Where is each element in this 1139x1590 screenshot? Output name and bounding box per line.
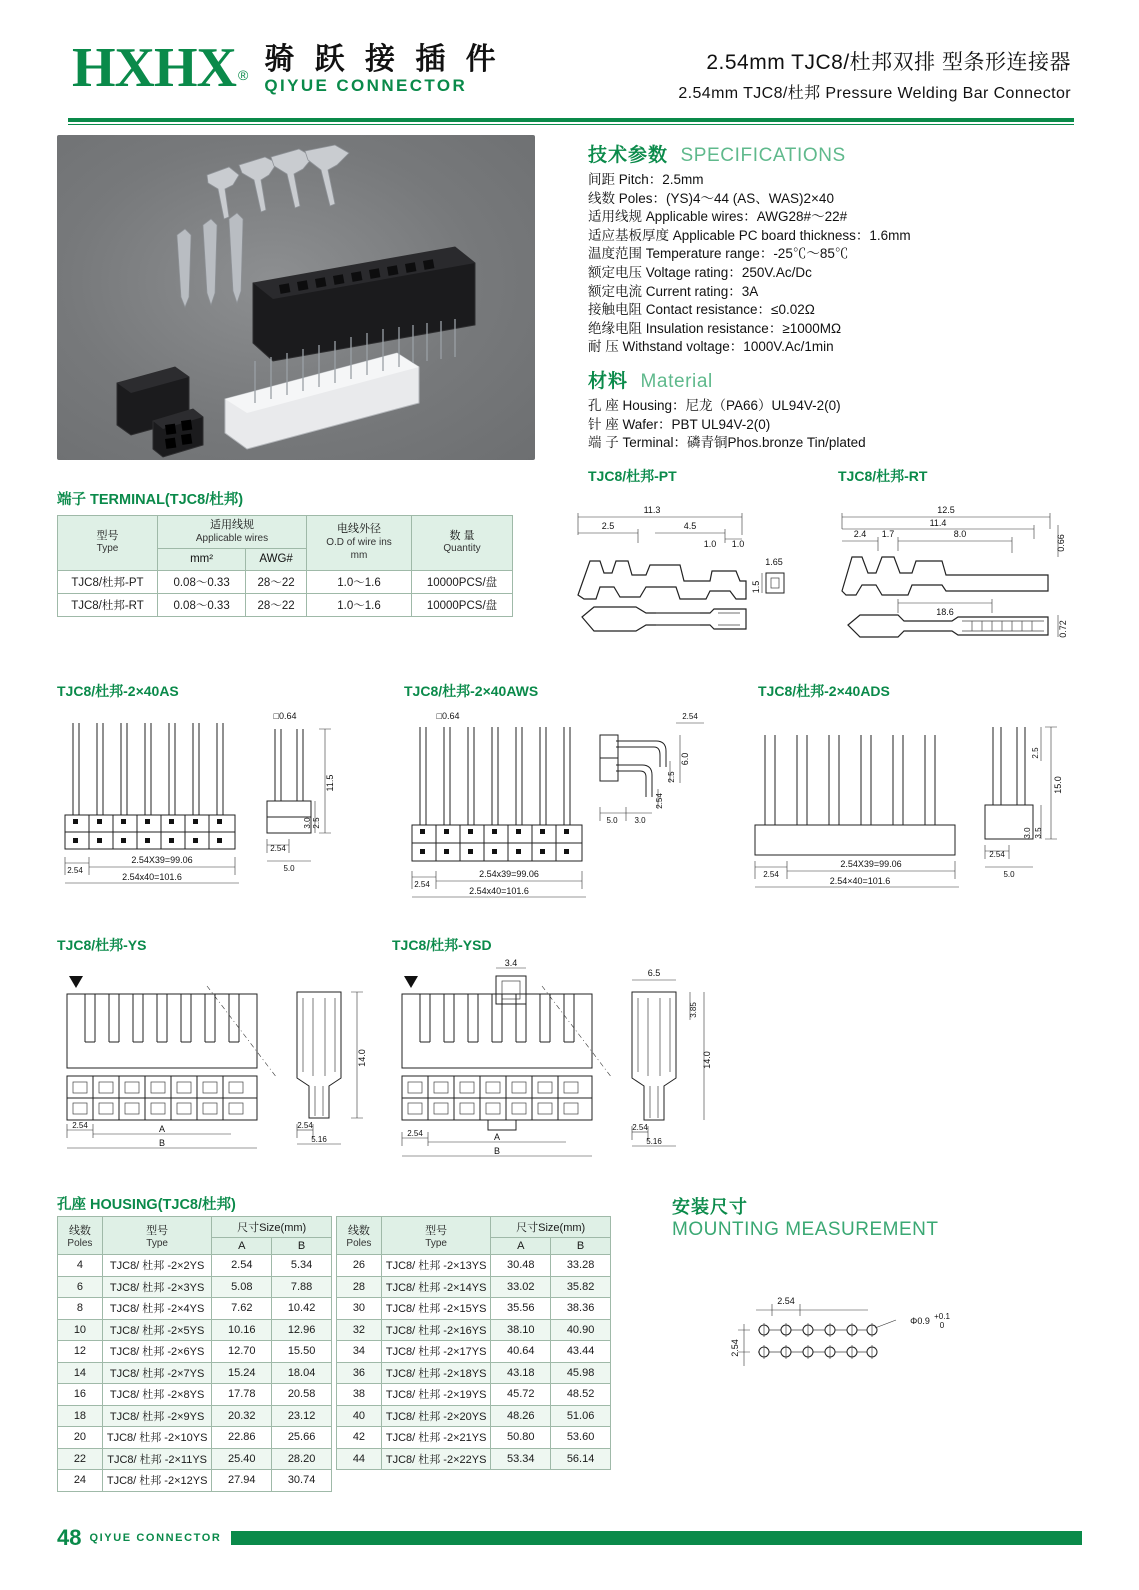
cell-a: 38.10 [491,1319,551,1341]
cell-poles: 12 [58,1341,103,1363]
drawing-ysd [392,958,722,1163]
mounting-title-en: MOUNTING MEASUREMENT [672,1219,939,1240]
svg-text:2.54X39=99.06: 2.54X39=99.06 [131,855,193,865]
cell-type: TJC8/ 杜邦 -2×20YS [381,1405,491,1427]
housing-col-type: 型号 Type [381,1217,491,1255]
material-heading-cn: 材料 [588,371,629,392]
specifications-heading-en: SPECIFICATIONS [680,145,846,166]
svg-text:2.54: 2.54 [682,712,698,721]
cell-b: 43.44 [551,1341,611,1363]
cell-a: 22.86 [212,1427,272,1449]
svg-text:1.7: 1.7 [881,529,895,539]
svg-text:3.0: 3.0 [303,817,312,829]
table-row [337,1362,611,1384]
table-row [337,1405,611,1427]
housing-col-poles: 线数 Poles [337,1217,382,1255]
svg-text:Φ0.9: Φ0.9 [910,1316,930,1326]
svg-text:2.54x40=101.6: 2.54x40=101.6 [469,886,529,896]
page-number: 48 [57,1525,82,1550]
page-header [0,0,1139,118]
cell-poles: 6 [58,1276,103,1298]
table-row [58,1405,332,1427]
cell-type: TJC8/ 杜邦 -2×7YS [102,1362,212,1384]
cell-b: 51.06 [551,1405,611,1427]
cell-a: 45.72 [491,1384,551,1406]
svg-text:5.0: 5.0 [283,864,295,873]
cell-od: 1.0～1.6 [307,570,412,593]
material-line: 端 子 Terminal：磷青铜Phos.bronze Tin/plated [588,435,866,451]
cell-a: 10.16 [212,1319,272,1341]
svg-text:5.16: 5.16 [311,1135,327,1144]
terminal-table [57,515,513,617]
cell-b: 28.20 [272,1448,332,1470]
table-row [337,1255,611,1277]
spec-line: 适应基板厚度 Applicable PC board thickness：1.6mm [588,227,911,243]
cell-b: 30.74 [272,1470,332,1492]
svg-text:2.4: 2.4 [853,529,867,539]
cell-type: TJC8/ 杜邦 -2×9YS [102,1405,212,1427]
cell-type: TJC8/ 杜邦 -2×18YS [381,1362,491,1384]
cell-type: TJC8/ 杜邦 -2×3YS [102,1276,212,1298]
cell-type: TJC8/ 杜邦 -2×8YS [102,1384,212,1406]
svg-text:6.5: 6.5 [647,968,661,978]
svg-text:2.5: 2.5 [312,817,321,829]
svg-text:18.6: 18.6 [936,607,954,617]
drawing-label-pt: TJC8/杜邦-PT [588,468,677,484]
svg-text:14.0: 14.0 [357,1049,367,1067]
material-section [588,366,1108,453]
housing-col-b: B [551,1238,611,1255]
spec-line: 额定电流 Current rating：3A [588,283,759,299]
terminal-col-wires: 适用线规 Applicable wires [158,516,307,549]
cell-mm2: 0.08～0.33 [158,593,246,616]
cell-a: 33.02 [491,1276,551,1298]
cell-a: 5.08 [212,1276,272,1298]
terminal-table-title: 端子 TERMINAL(TJC8/杜邦) [57,492,244,508]
svg-text:2.54: 2.54 [763,870,779,879]
svg-text:4.5: 4.5 [683,521,697,531]
svg-text:14.0: 14.0 [702,1051,712,1069]
cell-poles: 24 [58,1470,103,1492]
housing-col-type: 型号 Type [102,1217,212,1255]
svg-text:2.5: 2.5 [1031,747,1040,759]
svg-text:15.0: 15.0 [1053,776,1063,794]
cell-b: 38.36 [551,1298,611,1320]
cell-a: 17.78 [212,1384,272,1406]
cell-a: 25.40 [212,1448,272,1470]
cell-od: 1.0～1.6 [307,593,412,616]
cell-qty: 10000PCS/盘 [412,593,513,616]
svg-text:2.54: 2.54 [414,880,430,889]
terminal-col-type: 型号 Type [58,516,158,571]
svg-text:1.5: 1.5 [751,580,761,594]
drawing-as [57,705,387,910]
svg-text:+0.1: +0.1 [934,1312,950,1321]
cell-poles: 30 [337,1298,382,1320]
table-row [58,1319,332,1341]
brand-logo [72,37,502,99]
cell-a: 27.94 [212,1470,272,1492]
cell-type: TJC8/ 杜邦 -2×14YS [381,1276,491,1298]
svg-text:5.16: 5.16 [646,1137,662,1146]
housing-table-title: 孔座 HOUSING(TJC8/杜邦) [57,1197,236,1213]
cell-a: 15.24 [212,1362,272,1384]
dim-11-3: 11.3 [643,505,661,515]
drawing-label-ads: TJC8/杜邦-2×40ADS [758,683,890,699]
cell-poles: 36 [337,1362,382,1384]
spec-line: 接触电阻 Contact resistance：≤0.02Ω [588,302,815,318]
spec-line: 线数 Poles：(YS)4～44 (AS、WAS)2×40 [588,190,834,206]
svg-text:2.54: 2.54 [72,1121,88,1130]
svg-text:2.54X39=99.06: 2.54X39=99.06 [840,859,902,869]
cell-a: 40.64 [491,1341,551,1363]
housing-col-a: A [491,1238,551,1255]
registered-mark-icon: ® [238,66,249,83]
specifications-heading-cn: 技术参数 [588,145,669,166]
material-heading [588,366,1108,393]
svg-text:8.0: 8.0 [953,529,967,539]
cell-type: TJC8/ 杜邦 -2×4YS [102,1298,212,1320]
svg-text:1.65: 1.65 [765,557,783,567]
footer-bar [231,1531,1082,1545]
material-line: 针 座 Wafer：PBT UL94V-2(0) [588,416,771,432]
svg-text:2.5: 2.5 [601,521,615,531]
svg-text:1.0: 1.0 [703,539,717,549]
table-row [58,1384,332,1406]
table-row [337,1319,611,1341]
svg-text:6.0: 6.0 [680,752,690,766]
cell-b: 10.42 [272,1298,332,1320]
cell-poles: 18 [58,1405,103,1427]
page-title-english: 2.54mm TJC8/杜邦 Pressure Welding Bar Connector [678,85,1071,102]
svg-text:0.66: 0.66 [1056,534,1066,552]
table-row [58,1448,332,1470]
cell-type: TJC8/ 杜邦 -2×13YS [381,1255,491,1277]
cell-poles: 10 [58,1319,103,1341]
footer-text: QIYUE CONNECTOR [89,1532,222,1544]
cell-poles: 14 [58,1362,103,1384]
mounting-title [672,1193,939,1241]
housing-col-a: A [212,1238,272,1255]
table-row [58,570,513,593]
page-title [678,46,1071,103]
cell-poles: 20 [58,1427,103,1449]
cell-b: 12.96 [272,1319,332,1341]
cell-type: TJC8/ 杜邦 -2×19YS [381,1384,491,1406]
cell-a: 2.54 [212,1255,272,1277]
cell-type: TJC8/杜邦-RT [58,593,158,616]
cell-qty: 10000PCS/盘 [412,570,513,593]
cell-b: 48.52 [551,1384,611,1406]
housing-table-left [57,1216,332,1492]
table-row [337,1276,611,1298]
cell-b: 45.98 [551,1362,611,1384]
svg-text:2.54: 2.54 [655,793,664,809]
cell-type: TJC8/ 杜邦 -2×10YS [102,1427,212,1449]
cell-poles: 38 [337,1384,382,1406]
cell-type: TJC8/ 杜邦 -2×16YS [381,1319,491,1341]
cell-type: TJC8/ 杜邦 -2×22YS [381,1448,491,1470]
table-row [337,1427,611,1449]
logo-text: HXHX [72,37,236,99]
svg-text:11.5: 11.5 [325,774,335,792]
cell-poles: 22 [58,1448,103,1470]
svg-text:2.54: 2.54 [407,1129,423,1138]
cell-b: 5.34 [272,1255,332,1277]
svg-text:2.54: 2.54 [777,1296,795,1306]
spec-line: 间距 Pitch：2.5mm [588,172,704,187]
housing-col-poles: 线数 Poles [58,1217,103,1255]
spec-line: 耐 压 Withstand voltage：1000V.Ac/1min [588,339,834,355]
table-row [337,1384,611,1406]
housing-right-body [337,1255,611,1470]
specifications-section [588,140,1108,357]
svg-text:2.54x40=101.6: 2.54x40=101.6 [122,872,182,882]
cell-b: 20.58 [272,1384,332,1406]
drawing-label-as: TJC8/杜邦-2×40AS [57,683,179,699]
table-row [337,1448,611,1470]
material-heading-en: Material [640,371,713,392]
cell-b: 15.50 [272,1341,332,1363]
cell-b: 25.66 [272,1427,332,1449]
svg-text:2.54x39=99.06: 2.54x39=99.06 [479,869,539,879]
cell-type: TJC8/ 杜邦 -2×6YS [102,1341,212,1363]
cell-poles: 34 [337,1341,382,1363]
svg-text:2.54: 2.54 [632,1123,648,1132]
cell-a: 7.62 [212,1298,272,1320]
cell-b: 56.14 [551,1448,611,1470]
material-line: 孔 座 Housing：尼龙（PA66）UL94V-2(0) [588,398,841,413]
cell-type: TJC8/ 杜邦 -2×17YS [381,1341,491,1363]
svg-text:1.0: 1.0 [731,539,745,549]
svg-text:2.54: 2.54 [270,844,286,853]
svg-text:3.4: 3.4 [504,958,518,968]
cell-type: TJC8/ 杜邦 -2×2YS [102,1255,212,1277]
cell-b: 35.82 [551,1276,611,1298]
svg-text:2.54: 2.54 [67,866,83,875]
cell-b: 33.28 [551,1255,611,1277]
svg-text:3.0: 3.0 [1023,827,1032,839]
table-row [58,1362,332,1384]
terminal-col-qty: 数 量 Quantity [412,516,513,571]
cell-type: TJC8/ 杜邦 -2×21YS [381,1427,491,1449]
cell-poles: 44 [337,1448,382,1470]
housing-left-body [58,1255,332,1492]
cell-a: 30.48 [491,1255,551,1277]
housing-col-b: B [272,1238,332,1255]
cell-a: 53.34 [491,1448,551,1470]
cell-awg: 28～22 [246,593,307,616]
cell-a: 20.32 [212,1405,272,1427]
cell-mm2: 0.08～0.33 [158,570,246,593]
svg-text:A: A [158,1124,166,1134]
mounting-title-cn: 安装尺寸 [672,1197,748,1217]
svg-text:3.0: 3.0 [634,816,646,825]
svg-text:0.72: 0.72 [1058,620,1068,638]
svg-text:5.0: 5.0 [606,816,618,825]
cell-a: 35.56 [491,1298,551,1320]
cell-a: 43.18 [491,1362,551,1384]
cell-poles: 26 [337,1255,382,1277]
cell-b: 53.60 [551,1427,611,1449]
cell-type: TJC8/ 杜邦 -2×5YS [102,1319,212,1341]
svg-text:2.54: 2.54 [730,1339,740,1357]
housing-col-size: 尺寸Size(mm) [212,1217,332,1238]
svg-text:12.5: 12.5 [937,505,955,515]
drawing-aws [404,705,734,920]
terminal-col-od: 电线外径 O.D of wire ins mm [307,516,412,571]
housing-col-size: 尺寸Size(mm) [491,1217,611,1238]
cell-poles: 28 [337,1276,382,1298]
table-row [58,1341,332,1363]
svg-text:2.54: 2.54 [297,1121,313,1130]
header-divider-thin [68,124,1074,125]
svg-text:□0.64: □0.64 [273,711,297,721]
svg-text:B: B [158,1138,166,1148]
drawing-label-ysd: TJC8/杜邦-YSD [392,937,492,953]
cell-poles: 16 [58,1384,103,1406]
svg-text:2.54×40=101.6: 2.54×40=101.6 [829,876,891,886]
svg-text:2.5: 2.5 [667,771,676,783]
table-row [337,1341,611,1363]
spec-line: 温度范围 Temperature range：-25℃～85℃ [588,246,849,262]
svg-text:11.4: 11.4 [929,518,947,528]
drawing-pt [560,495,810,650]
drawing-label-rt: TJC8/杜邦-RT [838,468,928,484]
drawing-ads [745,705,1085,905]
mounting-diagram [720,1290,980,1400]
logo-english-name: QIYUE CONNECTOR [264,76,468,95]
spec-line: 绝缘电阻 Insulation resistance：≥1000MΩ [588,320,842,336]
table-row [58,1427,332,1449]
svg-text:5.0: 5.0 [1003,870,1015,879]
cell-poles: 32 [337,1319,382,1341]
cell-a: 12.70 [212,1341,272,1363]
cell-a: 48.26 [491,1405,551,1427]
cell-b: 18.04 [272,1362,332,1384]
cell-poles: 8 [58,1298,103,1320]
table-row [337,1298,611,1320]
cell-type: TJC8/ 杜邦 -2×12YS [102,1470,212,1492]
cell-type: TJC8/ 杜邦 -2×15YS [381,1298,491,1320]
svg-text:3.85: 3.85 [689,1002,698,1018]
cell-b: 40.90 [551,1319,611,1341]
table-row [58,1255,332,1277]
cell-awg: 28～22 [246,570,307,593]
cell-b: 23.12 [272,1405,332,1427]
spec-line: 适用线规 Applicable wires：AWG28#～22# [588,209,848,225]
header-divider [68,118,1074,122]
housing-table-right [336,1216,611,1470]
svg-text:A: A [493,1132,501,1142]
drawing-label-ys: TJC8/杜邦-YS [57,937,147,953]
cell-poles: 40 [337,1405,382,1427]
table-row [58,1298,332,1320]
table-row [58,1470,332,1492]
drawing-ys [57,958,377,1158]
svg-text:3.5: 3.5 [1034,827,1043,839]
terminal-col-awg: AWG# [246,549,307,570]
svg-text:B: B [493,1146,501,1156]
product-photo [57,135,535,460]
page-footer [57,1527,1082,1549]
cell-b: 7.88 [272,1276,332,1298]
page-title-chinese: 2.54mm TJC8/杜邦双排 型条形连接器 [706,51,1071,74]
table-row [58,593,513,616]
spec-line: 额定电压 Voltage rating：250V.Ac/Dc [588,264,812,280]
table-row [58,1276,332,1298]
cell-a: 50.80 [491,1427,551,1449]
drawing-rt [812,495,1084,650]
cell-poles: 4 [58,1255,103,1277]
specifications-heading [588,140,1108,167]
cell-type: TJC8/杜邦-PT [58,570,158,593]
svg-text:2.54: 2.54 [989,850,1005,859]
svg-text:□0.64: □0.64 [436,711,460,721]
terminal-col-mm2: mm² [158,549,246,570]
drawing-label-aws: TJC8/杜邦-2×40AWS [404,683,539,699]
cell-type: TJC8/ 杜邦 -2×11YS [102,1448,212,1470]
logo-chinese-name: 骑 跃 接 插 件 [264,43,502,76]
cell-poles: 42 [337,1427,382,1449]
svg-text:0: 0 [939,1321,945,1330]
